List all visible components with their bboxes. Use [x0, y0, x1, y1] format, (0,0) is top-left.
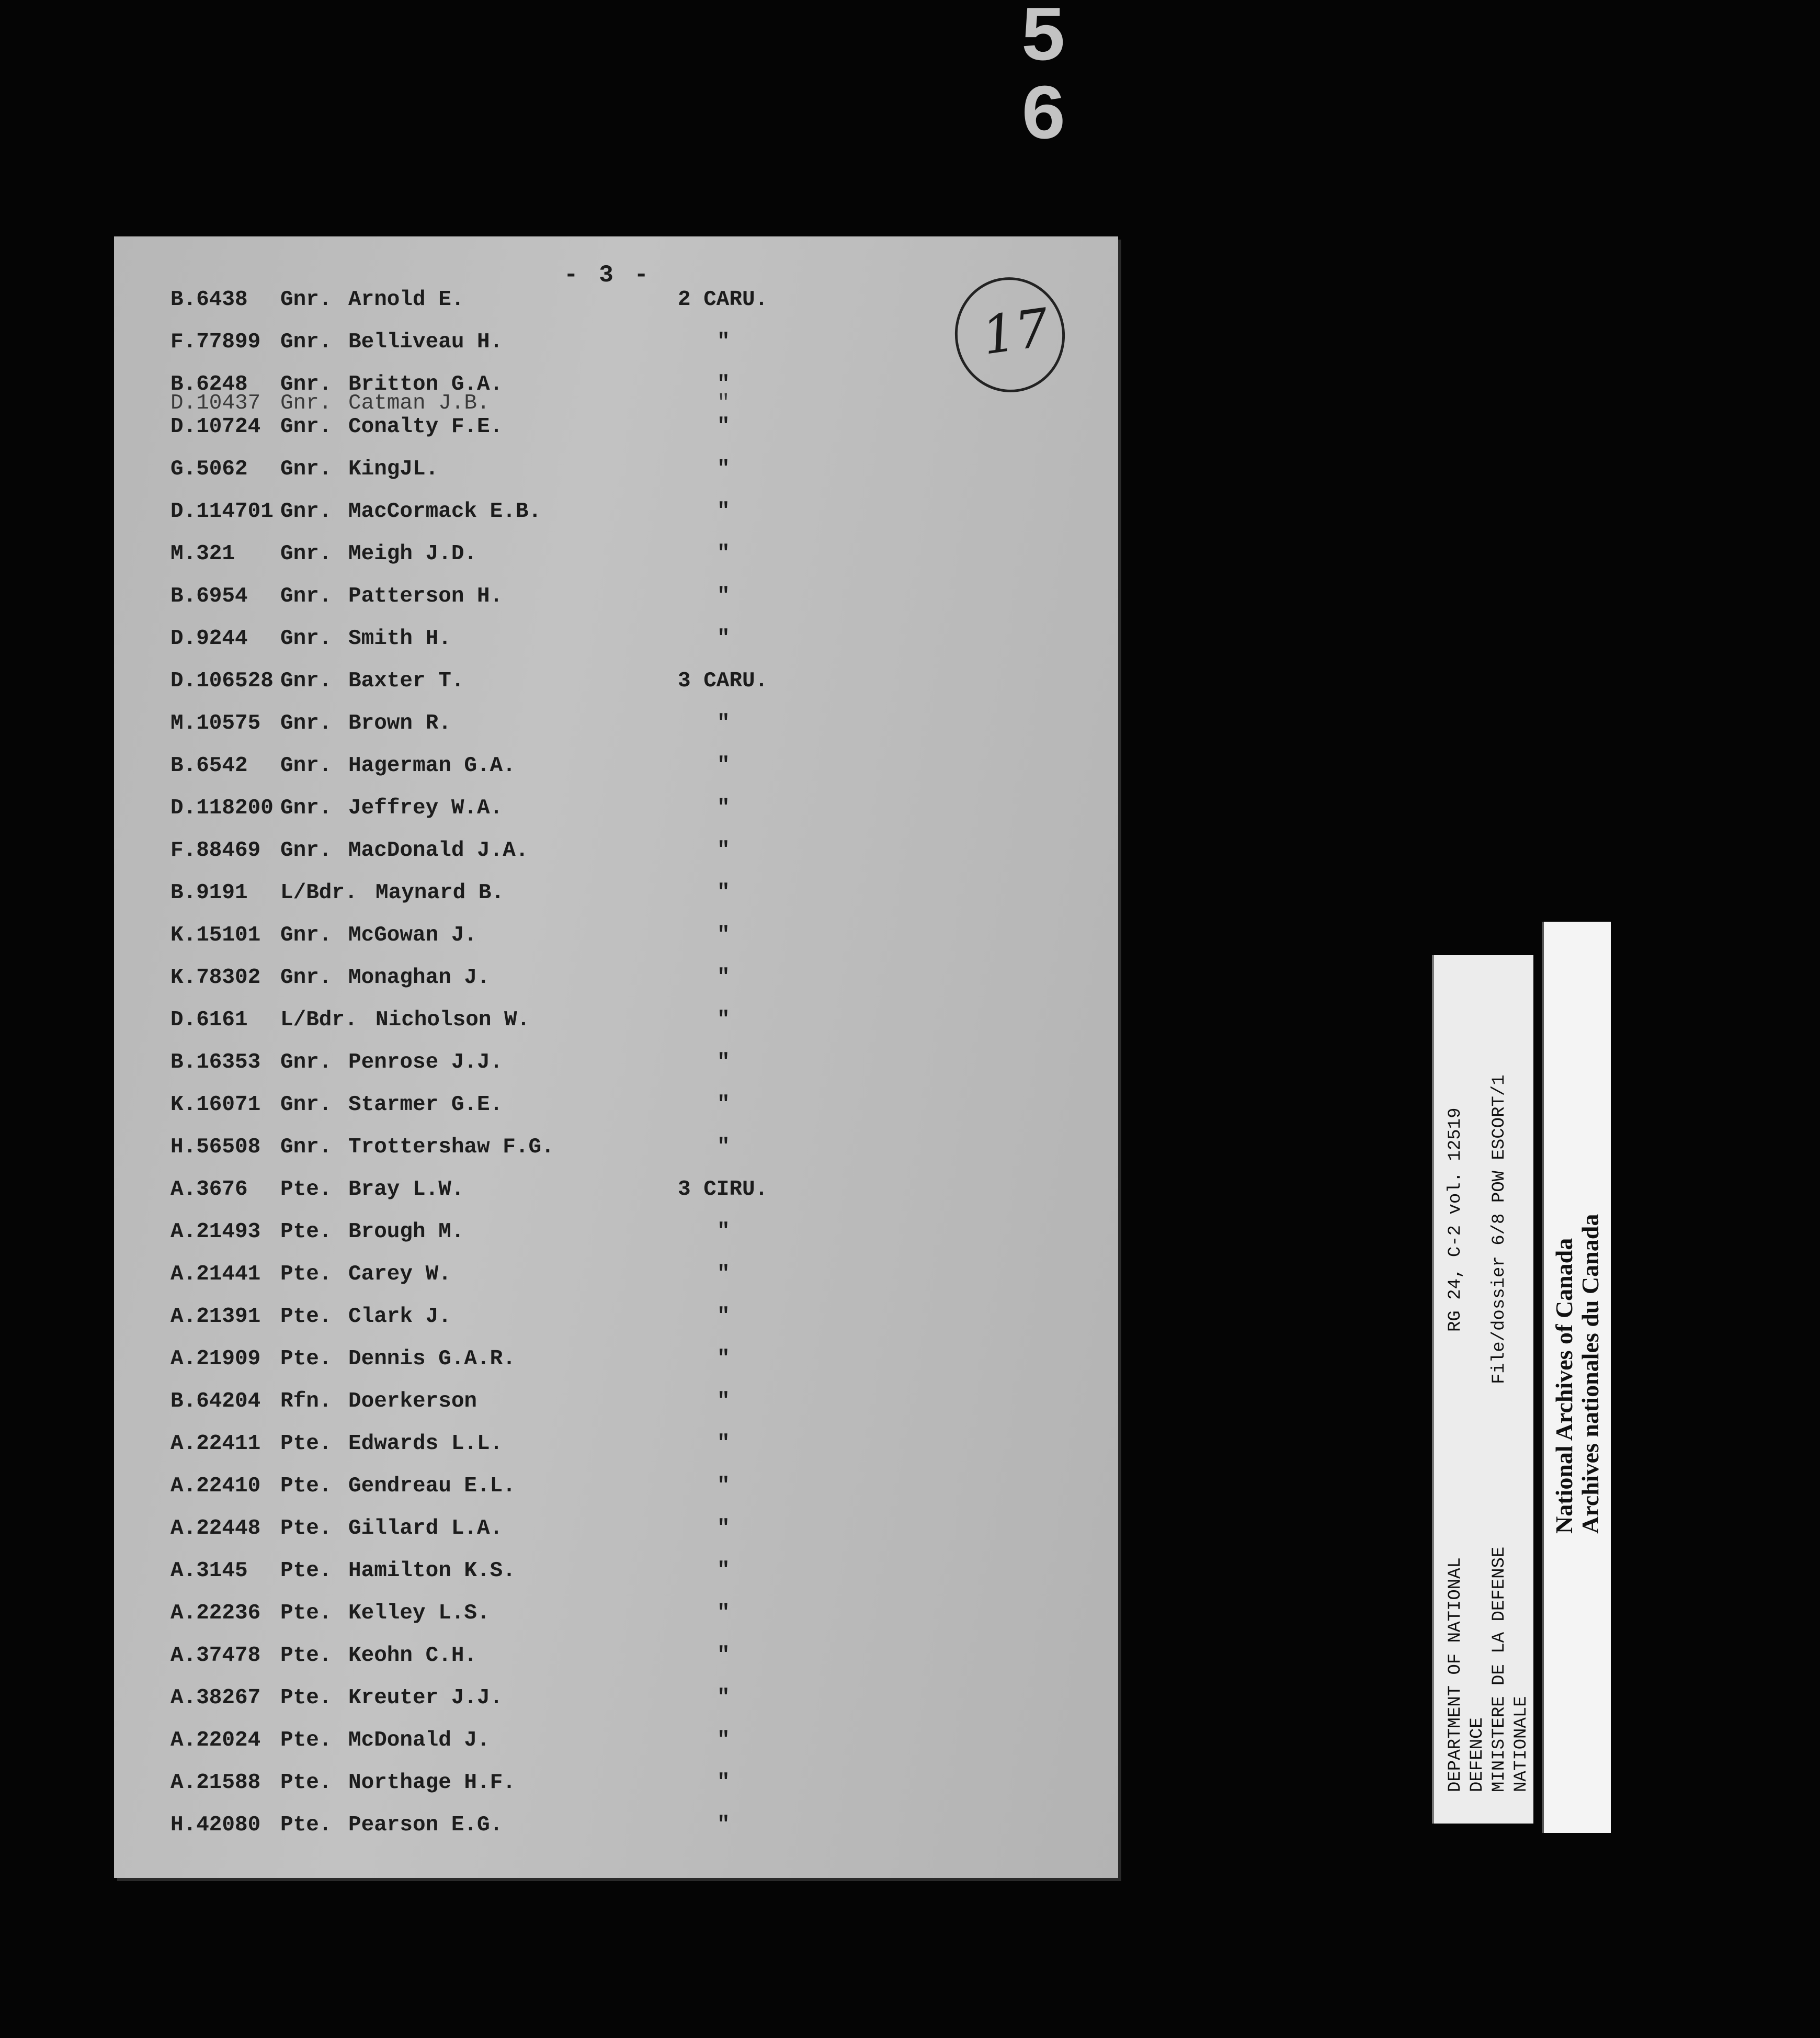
service-number: A.22410	[170, 1474, 261, 1498]
roster-row	[170, 1432, 777, 1463]
roster-row	[170, 584, 777, 616]
service-number: H.42080	[170, 1813, 261, 1837]
soldier-name: Edwards L.L.	[348, 1432, 503, 1456]
roster-row	[170, 1305, 777, 1336]
unit: "	[717, 584, 730, 608]
rank: Gnr.	[280, 288, 332, 312]
unit: "	[717, 542, 730, 566]
rank: Gnr.	[280, 372, 332, 397]
service-number: B.64204	[170, 1389, 261, 1413]
service-number: A.21909	[170, 1347, 261, 1371]
roster-row	[170, 330, 777, 361]
service-number: A.21441	[170, 1262, 261, 1286]
roster-row	[170, 669, 777, 700]
soldier-name: McGowan J.	[348, 923, 477, 947]
soldier-name: Keohn C.H.	[348, 1644, 477, 1668]
soldier-name: Gendreau E.L.	[348, 1474, 516, 1498]
roster-row	[170, 839, 777, 870]
roster-row	[170, 796, 777, 828]
roster-row	[170, 1516, 777, 1548]
service-number: D.114701	[170, 500, 274, 524]
rank: Pte.	[280, 1771, 332, 1795]
roster-row	[170, 500, 777, 531]
unit: "	[717, 1050, 730, 1074]
unit: "	[717, 839, 730, 863]
unit: "	[717, 415, 730, 439]
rank: Gnr.	[280, 330, 332, 354]
service-number: D.10437	[170, 391, 261, 415]
rank: Pte.	[280, 1516, 332, 1541]
unit: 3 CARU.	[678, 669, 768, 693]
soldier-name: Brough M.	[348, 1220, 464, 1244]
soldier-name: KingJL.	[348, 457, 439, 481]
service-number: M.321	[170, 542, 235, 566]
unit: "	[717, 372, 730, 397]
soldier-name: Gillard L.A.	[348, 1516, 503, 1541]
unit: "	[717, 1305, 730, 1329]
folio-number: 17	[978, 297, 1053, 367]
archive-reference-label	[1432, 955, 1533, 1824]
unit: "	[717, 1093, 730, 1117]
rank: Gnr.	[280, 839, 332, 863]
soldier-name: Conalty F.E.	[348, 415, 503, 439]
roster-row	[170, 288, 777, 319]
rank: Pte.	[280, 1559, 332, 1583]
roster-row	[170, 881, 777, 912]
unit: "	[717, 1135, 730, 1159]
rank: Gnr.	[280, 500, 332, 524]
rank: Pte.	[280, 1262, 332, 1286]
soldier-name: Hagerman G.A.	[348, 754, 516, 778]
rank: Gnr.	[280, 627, 332, 651]
roster-row	[170, 1177, 777, 1209]
roster-row	[170, 966, 777, 997]
unit: "	[717, 1432, 730, 1456]
soldier-name: Meigh J.D.	[348, 542, 477, 566]
unit: "	[717, 1474, 730, 1498]
rank: Rfn.	[280, 1389, 332, 1413]
archives-name-en: National Archives of Canada	[1551, 1238, 1577, 1534]
soldier-name: Bray L.W.	[348, 1177, 464, 1202]
service-number: H.56508	[170, 1135, 261, 1159]
rank: Pte.	[280, 1474, 332, 1498]
soldier-name: Northage H.F.	[348, 1771, 516, 1795]
rank: Gnr.	[280, 415, 332, 439]
roster-row	[170, 1262, 777, 1294]
rank: Gnr.	[280, 584, 332, 608]
roster-row	[170, 1644, 777, 1675]
record-group-ref: RG 24, C-2 vol. 12519	[1446, 1107, 1465, 1332]
rank: Gnr.	[280, 1093, 332, 1117]
soldier-name: Nicholson W.	[376, 1008, 530, 1032]
rank: Pte.	[280, 1813, 332, 1837]
rank: Pte.	[280, 1347, 332, 1371]
roster-row	[170, 415, 777, 446]
service-number: D.10724	[170, 415, 261, 439]
roster-row	[170, 1050, 777, 1082]
roster-row	[170, 1474, 777, 1505]
service-number: D.106528	[170, 669, 274, 693]
rank: Gnr.	[280, 457, 332, 481]
rank: Pte.	[280, 1220, 332, 1244]
unit: "	[717, 1389, 730, 1413]
soldier-name: Pearson E.G.	[348, 1813, 503, 1837]
roster-row	[170, 754, 777, 785]
service-number: D.6161	[170, 1008, 248, 1032]
roster-row	[170, 1728, 777, 1760]
rank: Pte.	[280, 1601, 332, 1625]
service-number: A.22411	[170, 1432, 261, 1456]
service-number: K.78302	[170, 966, 261, 990]
unit: 2 CARU.	[678, 288, 768, 312]
unit: "	[717, 330, 730, 354]
rank: Pte.	[280, 1432, 332, 1456]
document-page	[114, 236, 1118, 1878]
service-number: A.37478	[170, 1644, 261, 1668]
rank: Pte.	[280, 1644, 332, 1668]
unit: "	[717, 1220, 730, 1244]
soldier-name: Britton G.A.	[348, 372, 503, 397]
roster-row	[170, 1093, 777, 1124]
soldier-name: Hamilton K.S.	[348, 1559, 516, 1583]
rank: Gnr.	[280, 923, 332, 947]
unit: "	[717, 1813, 730, 1837]
soldier-name: McDonald J.	[348, 1728, 490, 1752]
roster-row	[170, 1771, 777, 1802]
dept-fr: MINISTERE DE LA DEFENSE	[1489, 1546, 1509, 1792]
rank: Gnr.	[280, 1135, 332, 1159]
unit: "	[717, 1644, 730, 1668]
microfilm-frame-number: 5 6	[1020, 0, 1083, 162]
service-number: B.6954	[170, 584, 248, 608]
rank: Gnr.	[280, 391, 332, 415]
service-number: B.6542	[170, 754, 248, 778]
unit: "	[717, 754, 730, 778]
roster-row	[170, 1347, 777, 1378]
service-number: A.3676	[170, 1177, 248, 1202]
service-number: K.15101	[170, 923, 261, 947]
rank: Gnr.	[280, 542, 332, 566]
rank: Gnr.	[280, 796, 332, 820]
soldier-name: Kelley L.S.	[348, 1601, 490, 1625]
soldier-name: Brown R.	[348, 711, 451, 735]
folio-circle	[948, 270, 1073, 399]
roster-row	[170, 457, 777, 489]
archives-name-label	[1542, 922, 1611, 1833]
rank: Gnr.	[280, 1050, 332, 1074]
soldier-name: Clark J.	[348, 1305, 451, 1329]
unit: 3 CIRU.	[678, 1177, 768, 1202]
service-number: A.22024	[170, 1728, 261, 1752]
roster-row	[170, 1601, 777, 1633]
unit: "	[717, 1686, 730, 1710]
soldier-name: MacDonald J.A.	[348, 839, 529, 863]
soldier-name: Carey W.	[348, 1262, 451, 1286]
unit: "	[717, 966, 730, 990]
unit: "	[717, 1559, 730, 1583]
roster-row	[170, 1813, 777, 1844]
unit: "	[717, 1771, 730, 1795]
roster-row	[170, 1135, 777, 1167]
roster-row	[170, 711, 777, 743]
service-number: A.21493	[170, 1220, 261, 1244]
unit: "	[717, 796, 730, 820]
roster-row	[170, 542, 777, 573]
service-number: B.6438	[170, 288, 248, 312]
dept-en-2: DEFENCE	[1468, 1717, 1487, 1792]
service-number: A.21588	[170, 1771, 261, 1795]
roster-row	[170, 1008, 777, 1039]
unit: "	[717, 1516, 730, 1541]
rank: Pte.	[280, 1177, 332, 1202]
soldier-name: Arnold E.	[348, 288, 464, 312]
roster-row	[170, 1220, 777, 1251]
unit: "	[717, 1601, 730, 1625]
soldier-name: Kreuter J.J.	[348, 1686, 503, 1710]
dept-fr-2: NATIONALE	[1511, 1696, 1531, 1792]
unit: "	[717, 923, 730, 947]
soldier-name: Patterson H.	[348, 584, 503, 608]
soldier-name: Trottershaw F.G.	[348, 1135, 554, 1159]
service-number: A.22448	[170, 1516, 261, 1541]
roster-row	[170, 1559, 777, 1590]
file-ref: File/dossier 6/8 POW ESCORT/1	[1489, 1074, 1509, 1384]
dept-en: DEPARTMENT OF NATIONAL	[1446, 1557, 1465, 1792]
service-number: B.9191	[170, 881, 248, 905]
soldier-name: Starmer G.E.	[348, 1093, 503, 1117]
unit: "	[717, 1347, 730, 1371]
unit: "	[717, 1728, 730, 1752]
unit: "	[717, 711, 730, 735]
unit: "	[717, 391, 730, 415]
soldier-name: MacCormack E.B.	[348, 500, 542, 524]
service-number: A.21391	[170, 1305, 261, 1329]
service-number: A.22236	[170, 1601, 261, 1625]
unit: "	[717, 881, 730, 905]
service-number: B.16353	[170, 1050, 261, 1074]
service-number: B.6248	[170, 372, 248, 397]
rank: L/Bdr.	[280, 1008, 358, 1032]
service-number: K.16071	[170, 1093, 261, 1117]
rank: Gnr.	[280, 754, 332, 778]
service-number: F.77899	[170, 330, 261, 354]
service-number: D.9244	[170, 627, 248, 651]
unit: "	[717, 457, 730, 481]
soldier-name: Smith H.	[348, 627, 451, 651]
roster-row	[170, 923, 777, 955]
soldier-name: Dennis G.A.R.	[348, 1347, 516, 1371]
rank: Pte.	[280, 1305, 332, 1329]
soldier-name: Doerkerson	[348, 1389, 477, 1413]
unit: "	[717, 500, 730, 524]
unit: "	[717, 1262, 730, 1286]
rank: L/Bdr.	[280, 881, 358, 905]
roster-row	[170, 1686, 777, 1717]
soldier-name: Belliveau H.	[348, 330, 503, 354]
roster-row	[170, 627, 777, 658]
soldier-name: Maynard B.	[376, 881, 505, 905]
page-number: - 3 -	[564, 262, 652, 289]
rank: Pte.	[280, 1728, 332, 1752]
unit: "	[717, 627, 730, 651]
rank: Gnr.	[280, 669, 332, 693]
service-number: M.10575	[170, 711, 261, 735]
roster-row	[170, 1389, 777, 1421]
service-number: F.88469	[170, 839, 261, 863]
rank: Gnr.	[280, 966, 332, 990]
service-number: A.3145	[170, 1559, 248, 1583]
service-number: D.118200	[170, 796, 274, 820]
archives-name-fr: Archives nationales du Canada	[1577, 1214, 1603, 1534]
unit: "	[717, 1008, 730, 1032]
soldier-name: Jeffrey W.A.	[348, 796, 503, 820]
rank: Pte.	[280, 1686, 332, 1710]
soldier-name: Baxter T.	[348, 669, 464, 693]
service-number: A.38267	[170, 1686, 261, 1710]
soldier-name: Penrose J.J.	[348, 1050, 503, 1074]
soldier-name: Monaghan J.	[348, 966, 490, 990]
soldier-name: Catman J.B.	[348, 391, 490, 415]
service-number: G.5062	[170, 457, 248, 481]
rank: Gnr.	[280, 711, 332, 735]
